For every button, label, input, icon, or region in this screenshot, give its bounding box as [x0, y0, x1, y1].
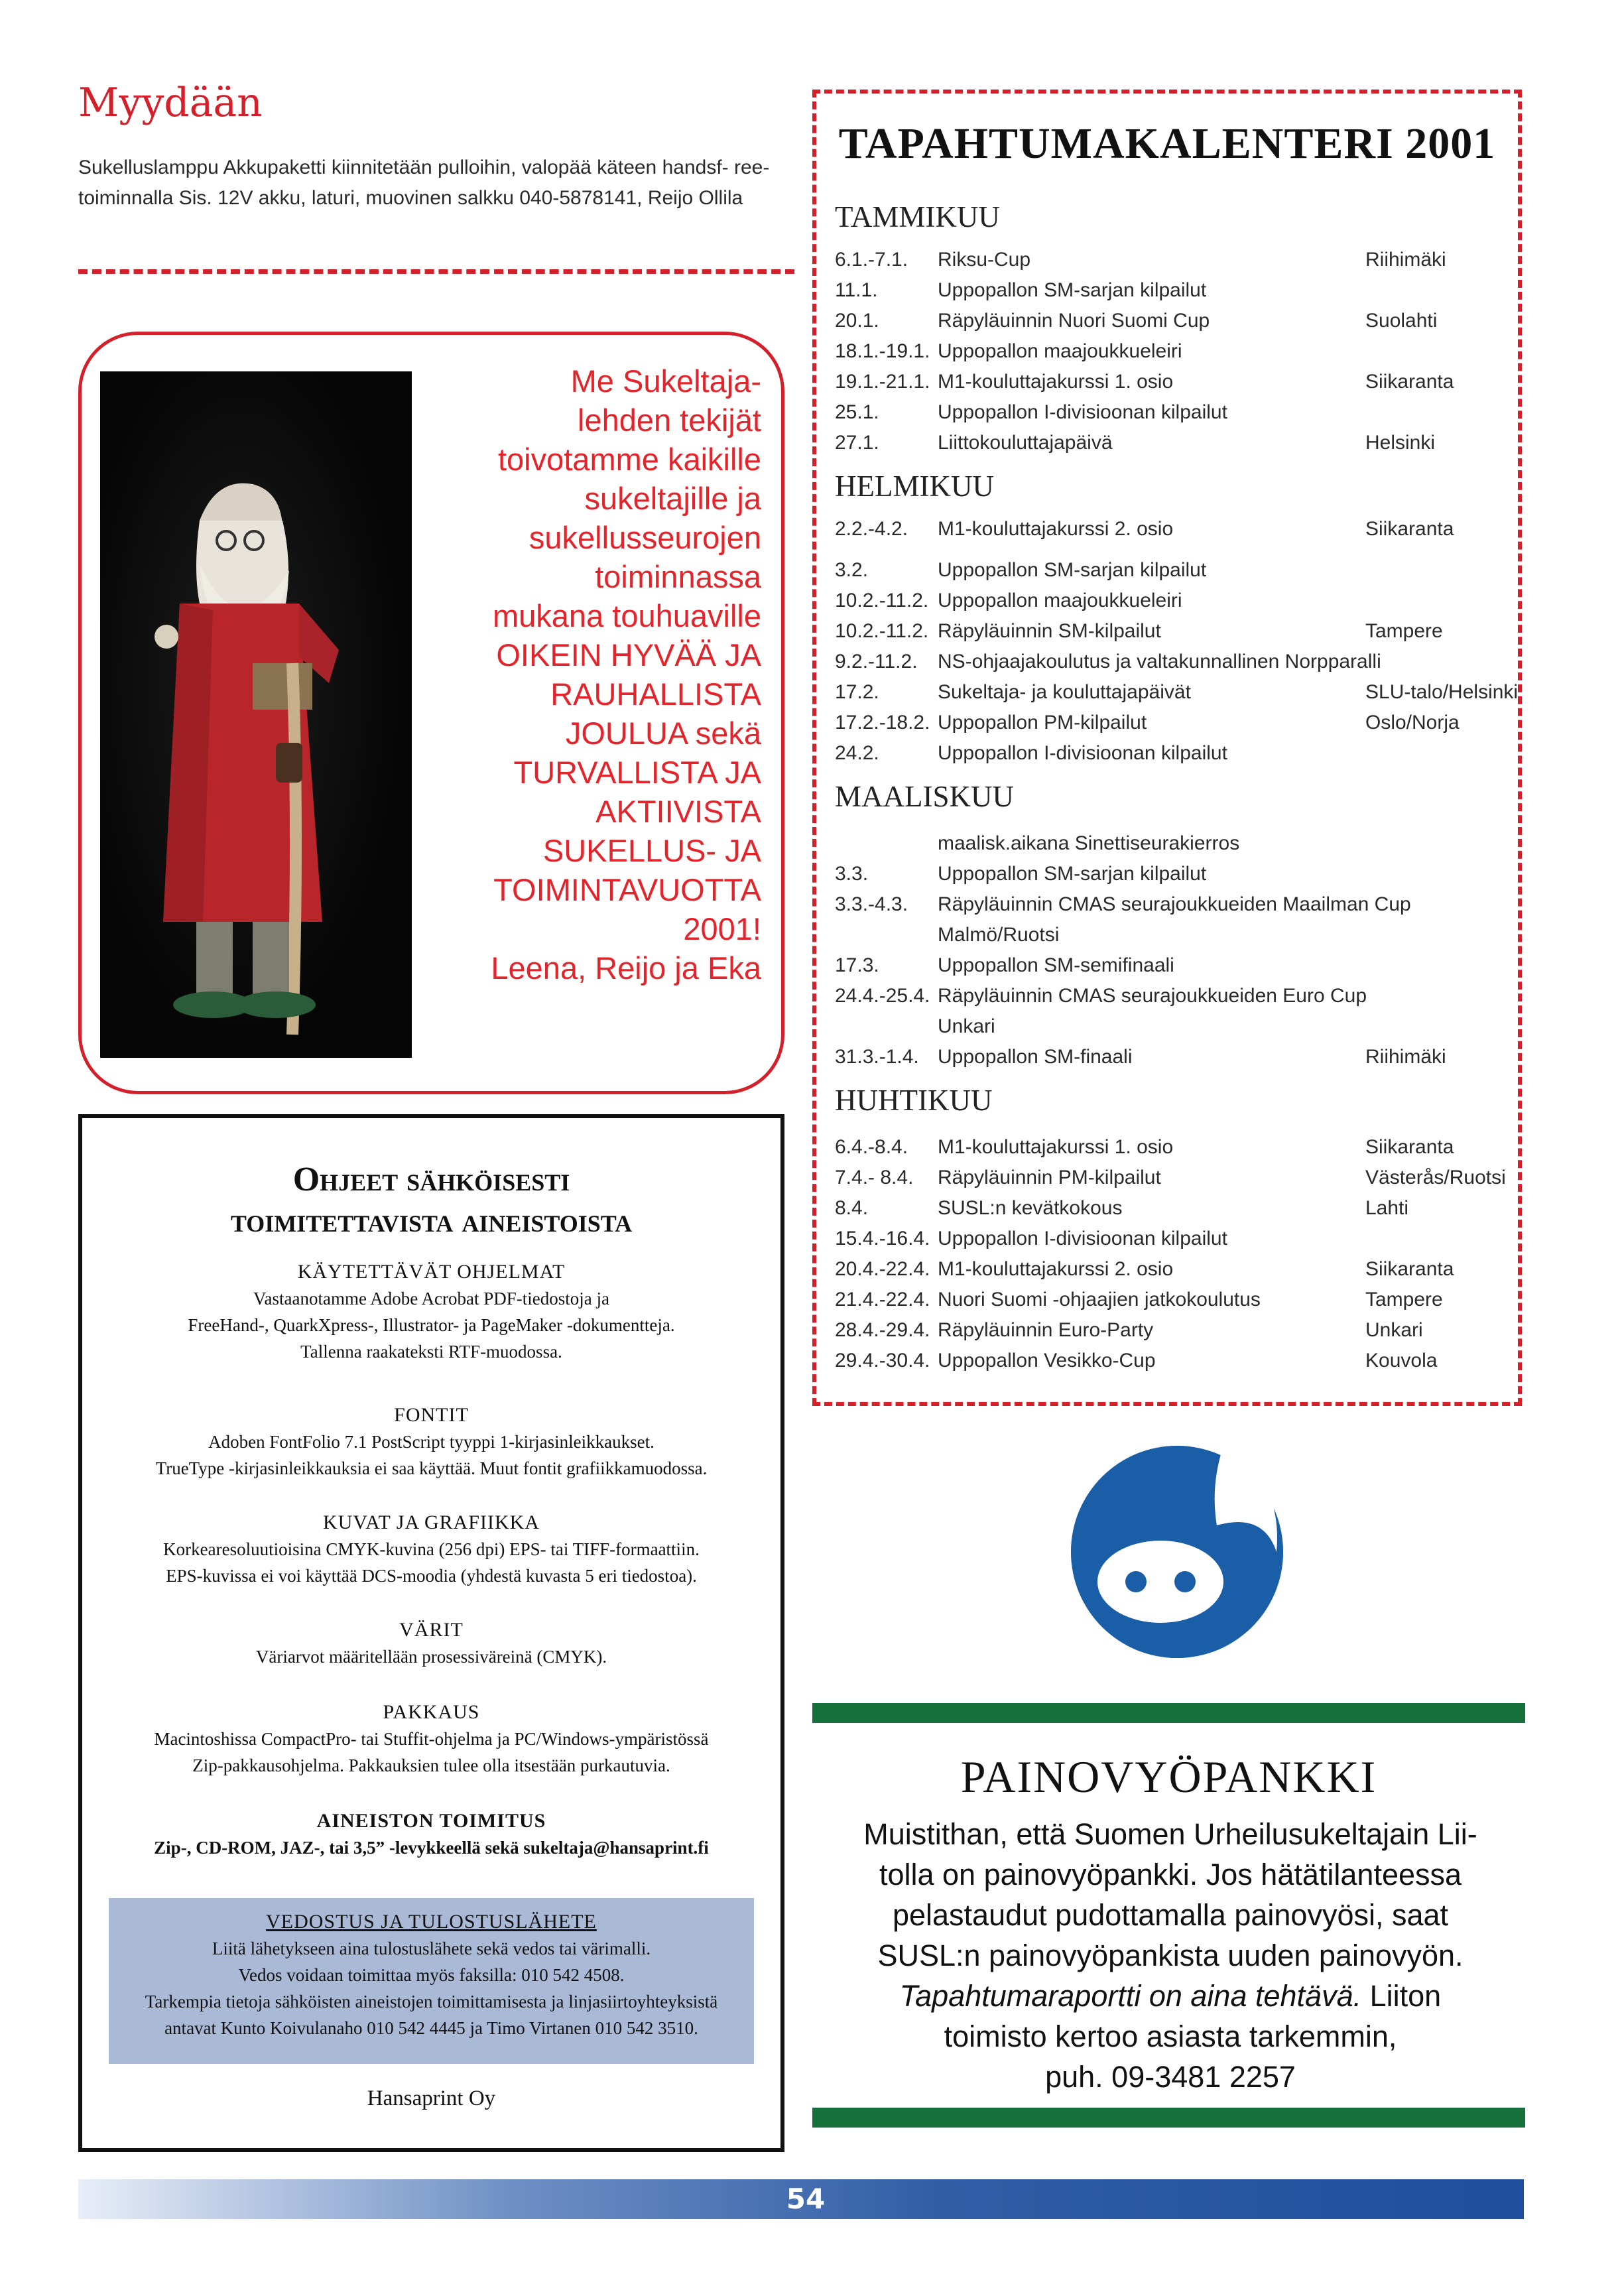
- greeting-line: JOULUA sekä: [565, 716, 761, 751]
- calendar-row: [835, 1315, 1518, 1346]
- calendar-row: [835, 275, 1518, 306]
- event-name: Liittokouluttajapäivä: [938, 432, 1113, 454]
- myydaan-ad-text: Sukelluslamppu Akkupaketti kiinnitetään pulloihin, valopää käteen handsf- ree-toiminnalla Sis. 12V akku, laturi, muovinen salkku 040-5878141, Reijo Ollila: [78, 157, 770, 209]
- section-line: EPS-kuvissa ei voi käyttää DCS-moodia (yhdestä kuvasta 5 eri tiedostoa).: [166, 1566, 697, 1586]
- event-name: M1-kouluttajakurssi 1. osio: [938, 371, 1174, 393]
- event-place: Riihimäki: [1365, 1046, 1446, 1068]
- greeting-line: 2001!: [683, 911, 761, 946]
- calendar-row: [835, 428, 1518, 458]
- santa-photo: [100, 371, 412, 1058]
- painovyo-line: toimisto kertoo asiasta tarkemmin,: [944, 2019, 1397, 2053]
- christmas-greeting-box: [78, 332, 784, 1094]
- calendar-row: [835, 708, 1518, 738]
- ohjeet-section-kuvat: [82, 1509, 780, 1589]
- event-name: M1-kouluttajakurssi 2. osio: [938, 518, 1174, 540]
- section-heading: AINEISTON TOIMITUS: [316, 1810, 546, 1832]
- ohjeet-section-toimitus: [82, 1808, 780, 1861]
- event-name: Unkari: [938, 1015, 995, 1037]
- calendar-row: [835, 981, 1518, 1011]
- event-date: 6.4.-8.4.: [835, 1136, 908, 1158]
- event-place: Siikaranta: [1365, 371, 1454, 393]
- green-bar-bottom: [812, 2108, 1525, 2128]
- event-date: 18.1.-19.1.: [835, 340, 930, 362]
- event-date: 20.1.: [835, 310, 879, 332]
- ohjeet-section-fontit: [82, 1402, 780, 1482]
- event-name: Uppopallon I-divisioonan kilpailut: [938, 401, 1227, 423]
- event-date: 31.3.-1.4.: [835, 1046, 919, 1068]
- section-line: Zip-pakkausohjelma. Pakkauksien tulee olla itsestään purkautuvia.: [192, 1755, 670, 1775]
- vedos-line: antavat Kunto Koivulanaho 010 542 4445 ja Timo Virtanen 010 542 3510.: [164, 2018, 698, 2038]
- event-name: Nuori Suomi -ohjaajien jatkokoulutus: [938, 1289, 1261, 1310]
- red-dashed-divider: [78, 269, 794, 274]
- greeting-text: [400, 361, 761, 988]
- calendar-row: [835, 1254, 1518, 1285]
- event-name: Uppopallon I-divisioonan kilpailut: [938, 742, 1227, 764]
- section-heading: FONTIT: [394, 1404, 469, 1426]
- section-line: Korkearesoluutioisina CMYK-kuvina (256 dpi) EPS- tai TIFF-formaattiin.: [163, 1539, 700, 1559]
- event-name: maalisk.aikana Sinettiseurakierros: [938, 832, 1240, 854]
- event-name: Uppopallon SM-sarjan kilpailut: [938, 863, 1207, 885]
- section-line: Adoben FontFolio 7.1 PostScript tyyppi 1-kirjasinleikkaukset.: [208, 1432, 654, 1452]
- section-line: Macintoshissa CompactPro- tai Stuffit-ohjelma ja PC/Windows-ympäristössä: [154, 1729, 709, 1749]
- calendar-row: [835, 616, 1518, 647]
- event-date: 24.2.: [835, 742, 879, 764]
- ohjeet-section-ohjelmat: [82, 1259, 780, 1365]
- painovyo-line: pelastaudut pudottamalla painovyösi, saat: [892, 1898, 1449, 1932]
- vedos-panel: [109, 1898, 754, 2064]
- event-name: Sukeltaja- ja kouluttajapäivät: [938, 681, 1191, 703]
- event-place: Tampere: [1365, 1289, 1443, 1310]
- section-heading: VÄRIT: [399, 1619, 464, 1641]
- calendar-row: [835, 1132, 1518, 1163]
- calendar-row: [835, 367, 1518, 397]
- calendar-row: [835, 828, 1518, 859]
- section-heading: PAKKAUS: [383, 1701, 480, 1723]
- event-name: SUSL:n kevätkokous: [938, 1197, 1123, 1219]
- calendar-row: [835, 1346, 1518, 1376]
- event-name: Uppopallon Vesikko-Cup: [938, 1350, 1156, 1371]
- event-name: Riksu-Cup: [938, 249, 1031, 271]
- greeting-line: RAUHALLISTA: [550, 676, 761, 712]
- ohjeet-box: [78, 1114, 784, 2152]
- greeting-line: sukellusseurojen: [529, 520, 761, 555]
- page-number: 54: [786, 2183, 826, 2215]
- event-name: NS-ohjaajakoulutus ja valtakunnallinen Norpparalli: [938, 651, 1381, 672]
- ohjeet-section-pakkaus: [82, 1699, 780, 1779]
- section-heading: KÄYTETTÄVÄT OHJELMAT: [297, 1261, 566, 1283]
- section-line: TrueType -kirjasinleikkauksia ei saa käyttää. Muut fontit grafiikkamuodossa.: [155, 1458, 708, 1478]
- event-place: Unkari: [1365, 1319, 1423, 1341]
- ohjeet-section-varit: [82, 1617, 780, 1670]
- calendar-row: [835, 738, 1518, 769]
- event-name: Uppopallon SM-semifinaali: [938, 954, 1174, 976]
- ohjeet-title: [82, 1159, 780, 1242]
- painovyo-italic: Tapahtumaraportti on aina tehtävä.: [899, 1979, 1362, 2013]
- susl-logo: [1064, 1439, 1290, 1665]
- month-heading: TAMMIKUU: [835, 200, 1000, 233]
- company-name: Hansaprint Oy: [367, 2086, 496, 2110]
- calendar-row: [835, 1011, 1518, 1042]
- event-date: 9.2.-11.2.: [835, 651, 918, 672]
- event-place: Västerås/Ruotsi: [1365, 1167, 1506, 1188]
- event-date: 7.4.- 8.4.: [835, 1167, 914, 1188]
- section-line: Väriarvot määritellään prosessiväreinä (CMYK).: [255, 1647, 607, 1667]
- calendar-row: [835, 677, 1518, 708]
- greeting-line: TOIMINTAVUOTTA: [493, 872, 761, 907]
- calendar-row: [835, 1193, 1518, 1224]
- myydaan-heading: Myydään: [78, 80, 263, 126]
- event-place: Suolahti: [1365, 310, 1438, 332]
- event-date: 8.4.: [835, 1197, 869, 1219]
- section-line: Tallenna raakateksti RTF-muodossa.: [300, 1342, 562, 1362]
- calendar-row: [835, 245, 1518, 275]
- event-name: Uppopallon SM-sarjan kilpailut: [938, 279, 1207, 301]
- event-date: 29.4.-30.4.: [835, 1350, 930, 1371]
- painovyo-line: SUSL:n painovyöpankista uuden painovyön.: [877, 1939, 1464, 1972]
- event-date: 17.2.: [835, 681, 879, 703]
- event-date: 3.2.: [835, 559, 869, 581]
- event-place: Riihimäki: [1365, 249, 1446, 271]
- event-place: Kouvola: [1365, 1350, 1438, 1371]
- event-name: Räpyläuinnin Euro-Party: [938, 1319, 1154, 1341]
- event-name: Uppopallon maajoukkueleiri: [938, 590, 1182, 611]
- event-place: Oslo/Norja: [1365, 712, 1460, 733]
- calendar-row: [835, 555, 1518, 586]
- calendar-row: [835, 586, 1518, 616]
- event-place: Siikaranta: [1365, 1136, 1454, 1158]
- painovyo-after-italic: Liiton: [1361, 1979, 1442, 2013]
- calendar-row: [835, 397, 1518, 428]
- painovyo-line: tolla on painovyöpankki. Jos hätätilanteessa: [879, 1858, 1462, 1891]
- event-name: Räpyläuinnin SM-kilpailut: [938, 620, 1161, 642]
- calendar-row: [835, 859, 1518, 889]
- event-date: 3.3.: [835, 863, 869, 885]
- event-date: 3.3.-4.3.: [835, 893, 908, 915]
- calendar-row: [835, 336, 1518, 367]
- greeting-line: toivotamme kaikille: [497, 442, 761, 477]
- vedos-heading: VEDOSTUS JA TULOSTUSLÄHETE: [266, 1911, 597, 1933]
- event-place: Lahti: [1365, 1197, 1409, 1219]
- vedos-line: Tarkempia tietoja sähköisten aineistojen toimittamisesta ja linjasiirtoyhteyksistä: [145, 1992, 718, 2011]
- calendar-row: [835, 1042, 1518, 1072]
- event-name: Räpyläuinnin PM-kilpailut: [938, 1167, 1161, 1188]
- event-date: 17.3.: [835, 954, 879, 976]
- calendar-row: [835, 647, 1518, 677]
- greeting-line: AKTIIVISTA: [595, 794, 761, 829]
- event-date: 21.4.-22.4.: [835, 1289, 930, 1310]
- event-date: 10.2.-11.2.: [835, 620, 929, 642]
- event-place: Siikaranta: [1365, 1258, 1454, 1280]
- calendar-row: [835, 514, 1518, 544]
- event-date: 11.1.: [835, 279, 878, 301]
- ohjeet-title-line2: toimitettavista aineistoista: [230, 1202, 633, 1240]
- event-date: 15.4.-16.4.: [835, 1228, 930, 1249]
- greeting-line: toiminnassa: [595, 559, 761, 594]
- green-bar-top: [812, 1703, 1525, 1723]
- event-date: 19.1.-21.1.: [835, 371, 930, 393]
- event-place: SLU-talo/Helsinki: [1365, 681, 1519, 703]
- event-date: 6.1.-7.1.: [835, 249, 908, 271]
- section-line: Vastaanotamme Adobe Acrobat PDF-tiedostoja ja: [253, 1289, 609, 1308]
- painovyo-line: Muistithan, että Suomen Urheilusukeltajain Lii-: [863, 1817, 1477, 1851]
- diver-logo-icon: [1064, 1439, 1290, 1665]
- calendar-row: [835, 920, 1518, 950]
- event-name: Uppopallon I-divisioonan kilpailut: [938, 1228, 1227, 1249]
- calendar-row: [835, 1224, 1518, 1254]
- greeting-line: mukana touhuaville: [493, 598, 761, 633]
- event-name: Uppopallon maajoukkueleiri: [938, 340, 1182, 362]
- event-name: Uppopallon SM-finaali: [938, 1046, 1133, 1068]
- greeting-signature: Leena, Reijo ja Eka: [491, 950, 761, 986]
- painovyo-phone: puh. 09-3481 2257: [1045, 2060, 1296, 2094]
- event-name: M1-kouluttajakurssi 2. osio: [938, 1258, 1174, 1280]
- greeting-line: lehden tekijät: [578, 403, 761, 438]
- painovyo-title: PAINOVYÖPANKKI: [960, 1752, 1377, 1802]
- vedos-line: Liitä lähetykseen aina tulostuslähete sekä vedos tai värimalli.: [212, 1939, 651, 1958]
- santa-figure-image: [100, 371, 412, 1058]
- vedos-line: Vedos voidaan toimittaa myös faksilla: 010 542 4508.: [238, 1965, 625, 1985]
- greeting-line: TURVALLISTA JA: [513, 755, 761, 790]
- greeting-line: Me Sukeltaja-: [570, 363, 761, 399]
- event-name: Räpyläuinnin CMAS seurajoukkueiden Euro Cup: [938, 985, 1367, 1007]
- calendar-row: [835, 889, 1518, 920]
- event-name: Räpyläuinnin Nuori Suomi Cup: [938, 310, 1210, 332]
- event-date: 27.1.: [835, 432, 879, 454]
- event-calendar-box: [812, 90, 1522, 1406]
- greeting-line: SUKELLUS- JA: [542, 833, 761, 868]
- event-place: Tampere: [1365, 620, 1443, 642]
- event-date: 20.4.-22.4.: [835, 1258, 930, 1280]
- calendar-row: [835, 1285, 1518, 1315]
- event-place: Siikaranta: [1365, 518, 1454, 540]
- section-heading: KUVAT JA GRAFIIKKA: [323, 1511, 540, 1533]
- section-line: FreeHand-, QuarkXpress-, Illustrator- ja PageMaker -dokumentteja.: [188, 1315, 675, 1335]
- event-name: Malmö/Ruotsi: [938, 924, 1060, 946]
- calendar-title: TAPAHTUMAKALENTERI 2001: [838, 119, 1496, 168]
- event-date: 25.1.: [835, 401, 879, 423]
- calendar-row: [835, 950, 1518, 981]
- section-line: Zip-, CD-ROM, JAZ-, tai 3,5” -levykkeellä sekä sukeltaja@hansaprint.fi: [154, 1838, 709, 1858]
- event-date: 2.2.-4.2.: [835, 518, 908, 540]
- event-name: M1-kouluttajakurssi 1. osio: [938, 1136, 1174, 1158]
- month-heading: HUHTIKUU: [835, 1084, 993, 1117]
- painovyo-line: [822, 1976, 1519, 2016]
- month-heading: HELMIKUU: [835, 470, 994, 503]
- event-name: Räpyläuinnin CMAS seurajoukkueiden Maailman Cup: [938, 893, 1411, 915]
- event-date: 17.2.-18.2.: [835, 712, 930, 733]
- painovyo-text: [822, 1814, 1519, 2097]
- event-place: Helsinki: [1365, 432, 1436, 454]
- calendar-row: [835, 1163, 1518, 1193]
- event-date: 10.2.-11.2.: [835, 590, 929, 611]
- greeting-line: OIKEIN HYVÄÄ JA: [496, 637, 761, 672]
- event-name: Uppopallon PM-kilpailut: [938, 712, 1147, 733]
- ohjeet-title-line1: Ohjeet sähköisesti: [292, 1161, 570, 1198]
- event-date: 24.4.-25.4.: [835, 985, 930, 1007]
- calendar-row: [835, 306, 1518, 336]
- vedos-content: [109, 1909, 754, 2041]
- event-date: 28.4.-29.4.: [835, 1319, 930, 1341]
- month-heading: MAALISKUU: [835, 780, 1014, 813]
- greeting-line: sukeltajille ja: [584, 481, 761, 516]
- event-name: Uppopallon SM-sarjan kilpailut: [938, 559, 1207, 581]
